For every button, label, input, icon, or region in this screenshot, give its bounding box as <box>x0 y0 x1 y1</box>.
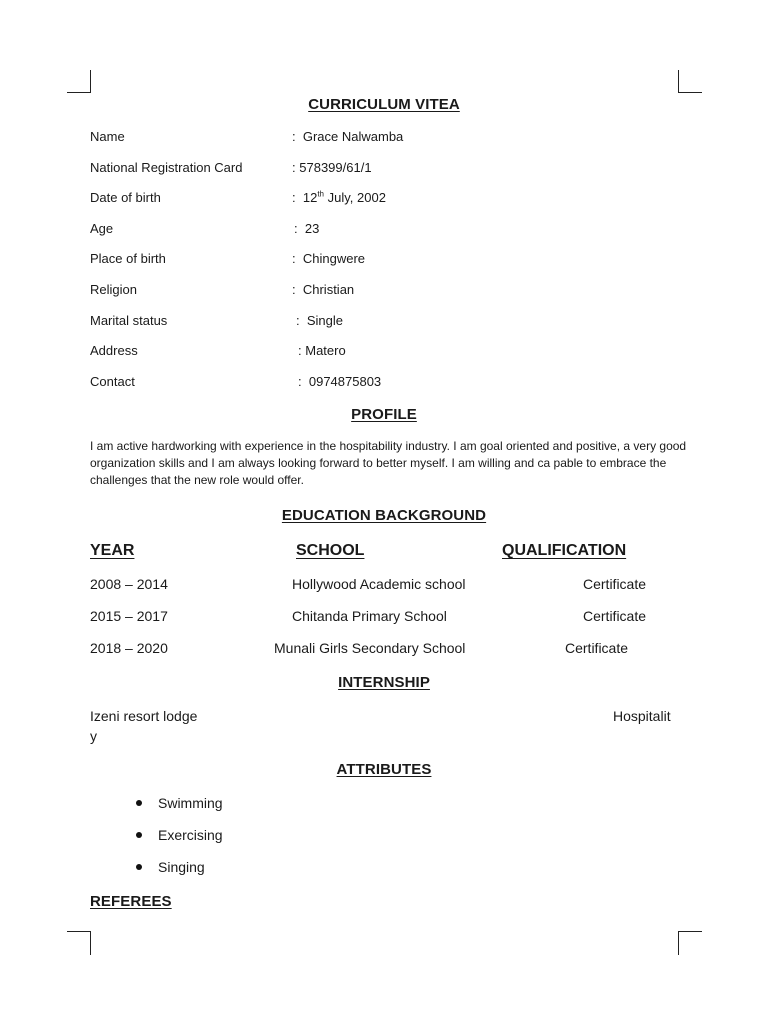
document-title: CURRICULUM VITEA <box>308 96 460 113</box>
education-school: Munali Girls Secondary School <box>274 640 466 656</box>
attributes-heading: ATTRIBUTES <box>336 761 432 778</box>
place-of-birth-label: Place of birth <box>90 251 166 266</box>
contact-label: Contact <box>90 374 135 389</box>
marital-status-label: Marital status <box>90 313 168 328</box>
education-year: 2018 – 2020 <box>90 640 168 656</box>
attribute-item: Swimming <box>158 795 223 811</box>
age-label: Age <box>90 221 114 236</box>
attribute-item: Exercising <box>158 827 223 843</box>
column-header-school: SCHOOL <box>296 542 365 559</box>
crop-mark-bottom-left <box>67 931 91 955</box>
dob-label: Date of birth <box>90 190 161 205</box>
education-school: Chitanda Primary School <box>292 608 447 624</box>
religion-value: : Christian <box>292 282 355 297</box>
nrc-label: National Registration Card <box>90 160 243 175</box>
column-header-qualification: QUALIFICATION <box>502 542 627 559</box>
profile-text: I am active hardworking with experience in the hospitability industry. I am goal oriented and positive, a very good organization skills and I am always looking forward to better myself. I am willing and ca pable to embrace the challenges that the new role would offer. <box>90 439 687 487</box>
education-year: 2015 – 2017 <box>90 608 168 624</box>
education-school: Hollywood Academic school <box>292 576 466 592</box>
education-qualification: Certificate <box>583 608 647 624</box>
education-heading: EDUCATION BACKGROUND <box>281 507 487 524</box>
name-label: Name <box>90 129 125 144</box>
crop-mark-top-left <box>67 70 91 93</box>
bullet-icon <box>136 832 142 838</box>
crop-mark-bottom-right <box>678 931 702 955</box>
internship-place: Izeni resort lodge <box>90 708 198 724</box>
bullet-icon <box>136 864 142 870</box>
internship-field: Hospitalit <box>613 708 671 724</box>
bullet-icon <box>136 800 142 806</box>
marital-status-value: : Single <box>296 313 343 328</box>
crop-mark-top-right <box>678 70 702 93</box>
education-qualification: Certificate <box>583 576 647 592</box>
religion-label: Religion <box>90 282 137 297</box>
contact-value: : 0974875803 <box>298 374 382 389</box>
address-label: Address <box>90 343 138 358</box>
internship-field-wrap: y <box>90 728 97 744</box>
attribute-item: Singing <box>158 859 205 875</box>
referees-heading: REFEREES <box>90 893 172 910</box>
education-qualification: Certificate <box>565 640 629 656</box>
education-year: 2008 – 2014 <box>90 576 168 592</box>
profile-heading: PROFILE <box>351 406 417 423</box>
address-value: : Matero <box>298 343 346 358</box>
column-header-year: YEAR <box>90 542 135 559</box>
nrc-value: : 578399/61/1 <box>292 160 372 175</box>
dob-value: : 12th July, 2002 <box>292 189 386 205</box>
internship-heading: INTERNSHIP <box>338 674 430 691</box>
name-value: : Grace Nalwamba <box>292 129 404 144</box>
place-of-birth-value: : Chingwere <box>292 251 366 266</box>
age-value: : 23 <box>294 221 320 236</box>
